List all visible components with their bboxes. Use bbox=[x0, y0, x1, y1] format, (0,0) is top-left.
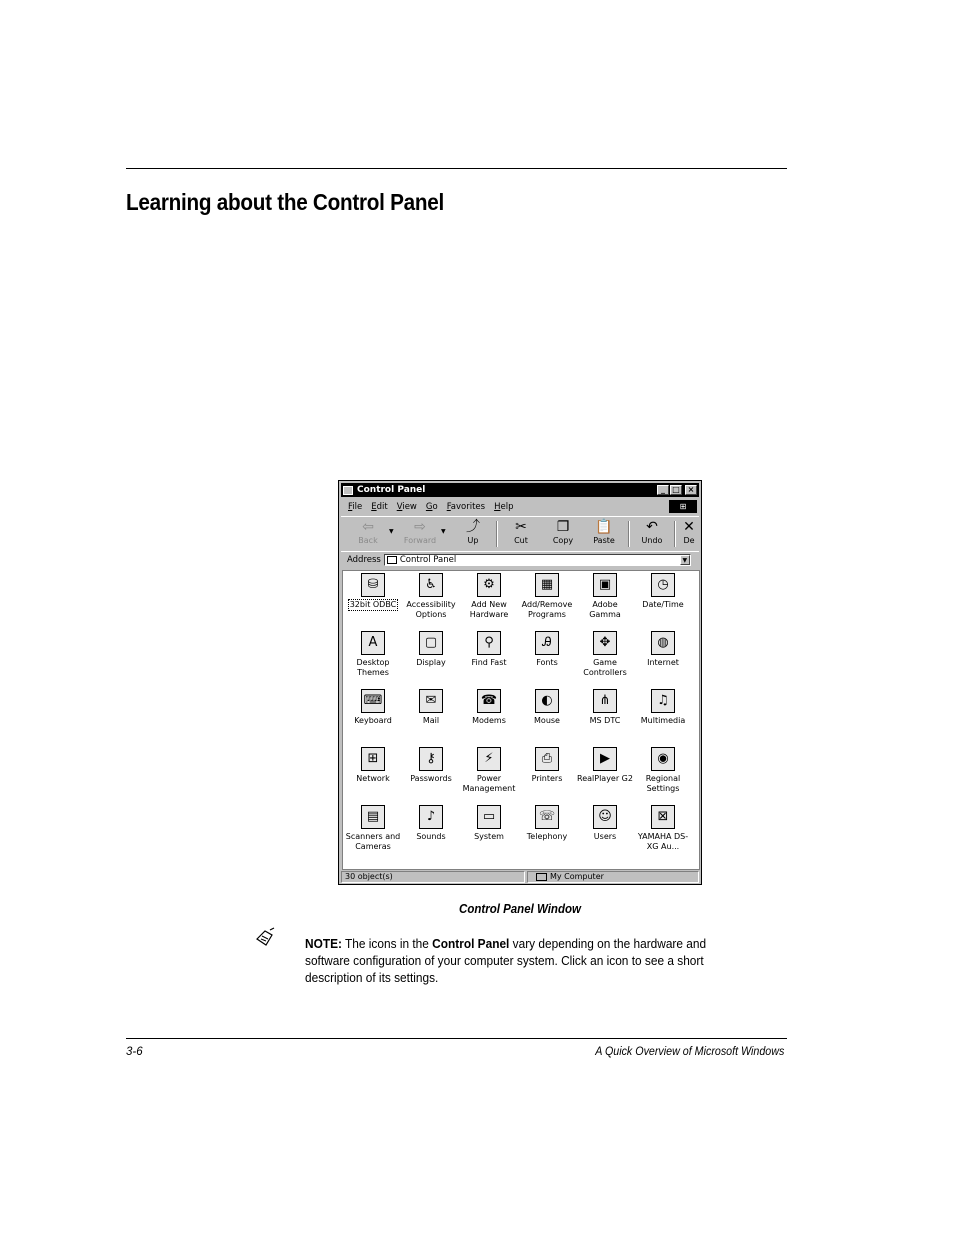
binoculars-icon: ⚲ bbox=[477, 631, 501, 655]
toolbar-separator bbox=[628, 521, 630, 547]
calendar-clock-icon: ◷ bbox=[651, 573, 675, 597]
control-panel-item[interactable] bbox=[576, 631, 634, 689]
cut-label: Cut bbox=[514, 536, 528, 545]
control-panel-item-label: RealPlayer G2 bbox=[577, 774, 633, 783]
menu-file[interactable]: File bbox=[348, 501, 363, 512]
control-panel-item-label: Find Fast bbox=[471, 658, 507, 667]
control-panel-window bbox=[338, 480, 702, 885]
control-panel-item[interactable] bbox=[344, 689, 402, 747]
control-panel-item[interactable] bbox=[634, 689, 692, 747]
power-icon: ⚡ bbox=[477, 747, 501, 771]
monitor-icon: ▣ bbox=[593, 573, 617, 597]
printer-folder-icon: ⎙ bbox=[535, 747, 559, 771]
globe-icon: ◍ bbox=[651, 631, 675, 655]
undo-label: Undo bbox=[641, 536, 663, 545]
close-button[interactable]: × bbox=[685, 485, 697, 495]
scissors-icon: ✂ bbox=[515, 519, 527, 535]
menu-help[interactable]: Help bbox=[494, 501, 514, 512]
control-panel-item[interactable] bbox=[344, 631, 402, 689]
window-title-bar[interactable] bbox=[341, 483, 699, 497]
status-location bbox=[527, 871, 699, 883]
control-panel-item-label: Keyboard bbox=[354, 716, 392, 725]
control-panel-content bbox=[342, 570, 700, 870]
control-panel-item-label: Display bbox=[416, 658, 446, 667]
scanner-icon: ▤ bbox=[361, 805, 385, 829]
back-dropdown-icon[interactable]: ▼ bbox=[389, 528, 394, 535]
themes-icon: A bbox=[361, 631, 385, 655]
up-button[interactable] bbox=[454, 519, 492, 549]
control-panel-item[interactable] bbox=[344, 747, 402, 805]
control-panel-item-label: Network bbox=[356, 774, 390, 783]
control-panel-item[interactable] bbox=[518, 689, 576, 747]
control-panel-item-label: Multimedia bbox=[640, 716, 686, 725]
menu-go[interactable]: Go bbox=[425, 501, 438, 512]
page-number: 3-6 bbox=[126, 1046, 143, 1058]
control-panel-item-label: Fonts bbox=[536, 658, 558, 667]
address-dropdown-icon[interactable]: ▼ bbox=[680, 555, 690, 565]
control-panel-icon bbox=[343, 486, 353, 495]
phone-icon: ☎ bbox=[477, 689, 501, 713]
telephony-icon: ☏ bbox=[535, 805, 559, 829]
clipboard-icon: 📋 bbox=[595, 519, 613, 535]
window-title: Control Panel bbox=[357, 485, 426, 495]
control-panel-item[interactable] bbox=[344, 805, 402, 863]
menu-bar bbox=[341, 499, 699, 514]
control-panel-item[interactable] bbox=[634, 631, 692, 689]
users-icon: ☺ bbox=[593, 805, 617, 829]
programs-icon: ▦ bbox=[535, 573, 559, 597]
folder-icon bbox=[387, 556, 397, 564]
control-panel-item-label: Sounds bbox=[416, 832, 446, 841]
control-panel-item-label: Users bbox=[593, 832, 617, 841]
page-title: Learning about the Control Panel bbox=[126, 189, 444, 215]
control-panel-item-label: Accessibility Options bbox=[406, 600, 456, 619]
control-panel-item[interactable] bbox=[518, 573, 576, 631]
bottom-rule bbox=[126, 1038, 787, 1039]
delete-label: De bbox=[683, 536, 695, 545]
delete-icon: ✕ bbox=[683, 519, 695, 535]
back-button[interactable] bbox=[349, 519, 394, 549]
object-count: 30 object(s) bbox=[341, 871, 525, 883]
sound-icon: ♪ bbox=[419, 805, 443, 829]
control-panel-item-label: YAMAHA DS-XG Au... bbox=[637, 832, 689, 851]
control-panel-item-label: MS DTC bbox=[589, 716, 621, 725]
minimize-button[interactable]: _ bbox=[657, 485, 669, 495]
paste-label: Paste bbox=[593, 536, 615, 545]
control-panel-item-label: Power Management bbox=[462, 774, 516, 793]
running-footer: A Quick Overview of Microsoft Windows bbox=[594, 1046, 784, 1058]
control-panel-item[interactable] bbox=[576, 747, 634, 805]
toolbar bbox=[341, 516, 699, 552]
control-panel-item-label: Modems bbox=[472, 716, 506, 725]
control-panel-item-label: System bbox=[474, 832, 504, 841]
control-panel-item[interactable] bbox=[518, 747, 576, 805]
control-panel-item[interactable] bbox=[460, 689, 518, 747]
realplayer-icon: ▶ bbox=[593, 747, 617, 771]
copy-button[interactable] bbox=[544, 519, 582, 549]
control-panel-item-label: 32bit ODBC bbox=[349, 600, 397, 609]
note-icon bbox=[254, 927, 276, 949]
copy-label: Copy bbox=[552, 536, 574, 545]
network-tree-icon: ⋔ bbox=[593, 689, 617, 713]
forward-button[interactable] bbox=[401, 519, 446, 549]
windows-logo-icon: ⊞ bbox=[669, 500, 697, 513]
control-panel-item-label: Add/Remove Programs bbox=[521, 600, 573, 619]
back-arrow-icon: ⇦ bbox=[362, 519, 374, 535]
control-panel-item[interactable] bbox=[460, 573, 518, 631]
control-panel-item[interactable] bbox=[402, 805, 460, 863]
control-panel-item-label: Add New Hardware bbox=[469, 600, 509, 619]
delete-button[interactable] bbox=[678, 519, 700, 549]
mouse-icon: ◐ bbox=[535, 689, 559, 713]
control-panel-item-label: Internet bbox=[647, 658, 679, 667]
paste-button[interactable] bbox=[585, 519, 623, 549]
keyboard-icon: ⌨ bbox=[361, 689, 385, 713]
address-field[interactable] bbox=[384, 554, 691, 566]
hardware-icon: ⚙ bbox=[477, 573, 501, 597]
network-icon: ⊞ bbox=[361, 747, 385, 771]
undo-icon: ↶ bbox=[646, 519, 658, 535]
control-panel-item-label: Mail bbox=[422, 716, 440, 725]
joystick-icon: ✥ bbox=[593, 631, 617, 655]
control-panel-item-label: Adobe Gamma bbox=[589, 600, 621, 619]
control-panel-item-label: Passwords bbox=[410, 774, 452, 783]
mail-icon: ✉ bbox=[419, 689, 443, 713]
database-icon: ⛁ bbox=[361, 573, 385, 597]
note-label: NOTE: bbox=[305, 937, 342, 951]
cut-button[interactable] bbox=[502, 519, 540, 549]
control-panel-item[interactable] bbox=[460, 631, 518, 689]
display-icon: ▢ bbox=[419, 631, 443, 655]
control-panel-item[interactable] bbox=[402, 747, 460, 805]
address-label: Address bbox=[347, 555, 381, 565]
audio-device-icon: ⊠ bbox=[651, 805, 675, 829]
up-folder-icon: ⤴ bbox=[466, 519, 480, 535]
forward-label: Forward bbox=[403, 536, 437, 545]
status-bar bbox=[341, 871, 699, 884]
control-panel-item[interactable] bbox=[576, 805, 634, 863]
control-panel-item-label: Date/Time bbox=[642, 600, 684, 609]
control-panel-item-label: Game Controllers bbox=[583, 658, 627, 677]
forward-arrow-icon: ⇨ bbox=[414, 519, 426, 535]
control-panel-item[interactable] bbox=[576, 573, 634, 631]
control-panel-item[interactable] bbox=[634, 805, 692, 863]
globe-icon: ◉ bbox=[651, 747, 675, 771]
up-label: Up bbox=[467, 536, 479, 545]
fonts-folder-icon: Ꭿ bbox=[535, 631, 559, 655]
control-panel-item[interactable] bbox=[402, 631, 460, 689]
note-text-before: The icons in the bbox=[341, 937, 433, 951]
icon-grid bbox=[343, 571, 699, 863]
menu-edit[interactable]: Edit bbox=[371, 501, 388, 512]
control-panel-item[interactable] bbox=[402, 573, 460, 631]
control-panel-item[interactable] bbox=[460, 805, 518, 863]
address-bar bbox=[341, 551, 699, 568]
note-text-after: vary depending on the hardware and software configuration of your computer system. Click an icon to see a short description of its settings. bbox=[305, 937, 707, 985]
keys-icon: ⚷ bbox=[419, 747, 443, 771]
control-panel-item-label: Regional Settings bbox=[645, 774, 681, 793]
top-rule bbox=[126, 168, 787, 169]
toolbar-separator bbox=[496, 521, 498, 547]
note-paragraph bbox=[305, 936, 733, 987]
forward-dropdown-icon[interactable]: ▼ bbox=[441, 528, 446, 535]
maximize-button[interactable]: □ bbox=[670, 485, 682, 495]
control-panel-item-label: Desktop Themes bbox=[356, 658, 390, 677]
status-location-label: My Computer bbox=[549, 872, 604, 881]
control-panel-item[interactable] bbox=[460, 747, 518, 805]
control-panel-item[interactable] bbox=[518, 805, 576, 863]
computer-icon: ▭ bbox=[477, 805, 501, 829]
speaker-icon: ♫ bbox=[651, 689, 675, 713]
menu-view[interactable]: View bbox=[396, 501, 417, 512]
control-panel-item[interactable] bbox=[518, 631, 576, 689]
my-computer-icon bbox=[536, 873, 547, 881]
control-panel-item[interactable] bbox=[634, 573, 692, 631]
control-panel-item-label: Mouse bbox=[534, 716, 560, 725]
control-panel-item-label: Printers bbox=[531, 774, 563, 783]
toolbar-separator bbox=[674, 521, 676, 547]
undo-button[interactable] bbox=[633, 519, 671, 549]
note-bold-term: Control Panel bbox=[432, 937, 510, 951]
copy-icon: ❐ bbox=[556, 519, 570, 535]
control-panel-item-label: Telephony bbox=[526, 832, 568, 841]
control-panel-item-label: Scanners and Cameras bbox=[345, 832, 401, 851]
control-panel-item[interactable] bbox=[576, 689, 634, 747]
back-label: Back bbox=[358, 536, 378, 545]
control-panel-item[interactable] bbox=[344, 573, 402, 631]
control-panel-item[interactable] bbox=[634, 747, 692, 805]
menu-favorites[interactable]: Favorites bbox=[446, 501, 486, 512]
figure-caption: Control Panel Window bbox=[459, 902, 581, 916]
address-value: Control Panel bbox=[399, 555, 457, 565]
control-panel-item[interactable] bbox=[402, 689, 460, 747]
wheelchair-icon: ♿ bbox=[419, 573, 443, 597]
